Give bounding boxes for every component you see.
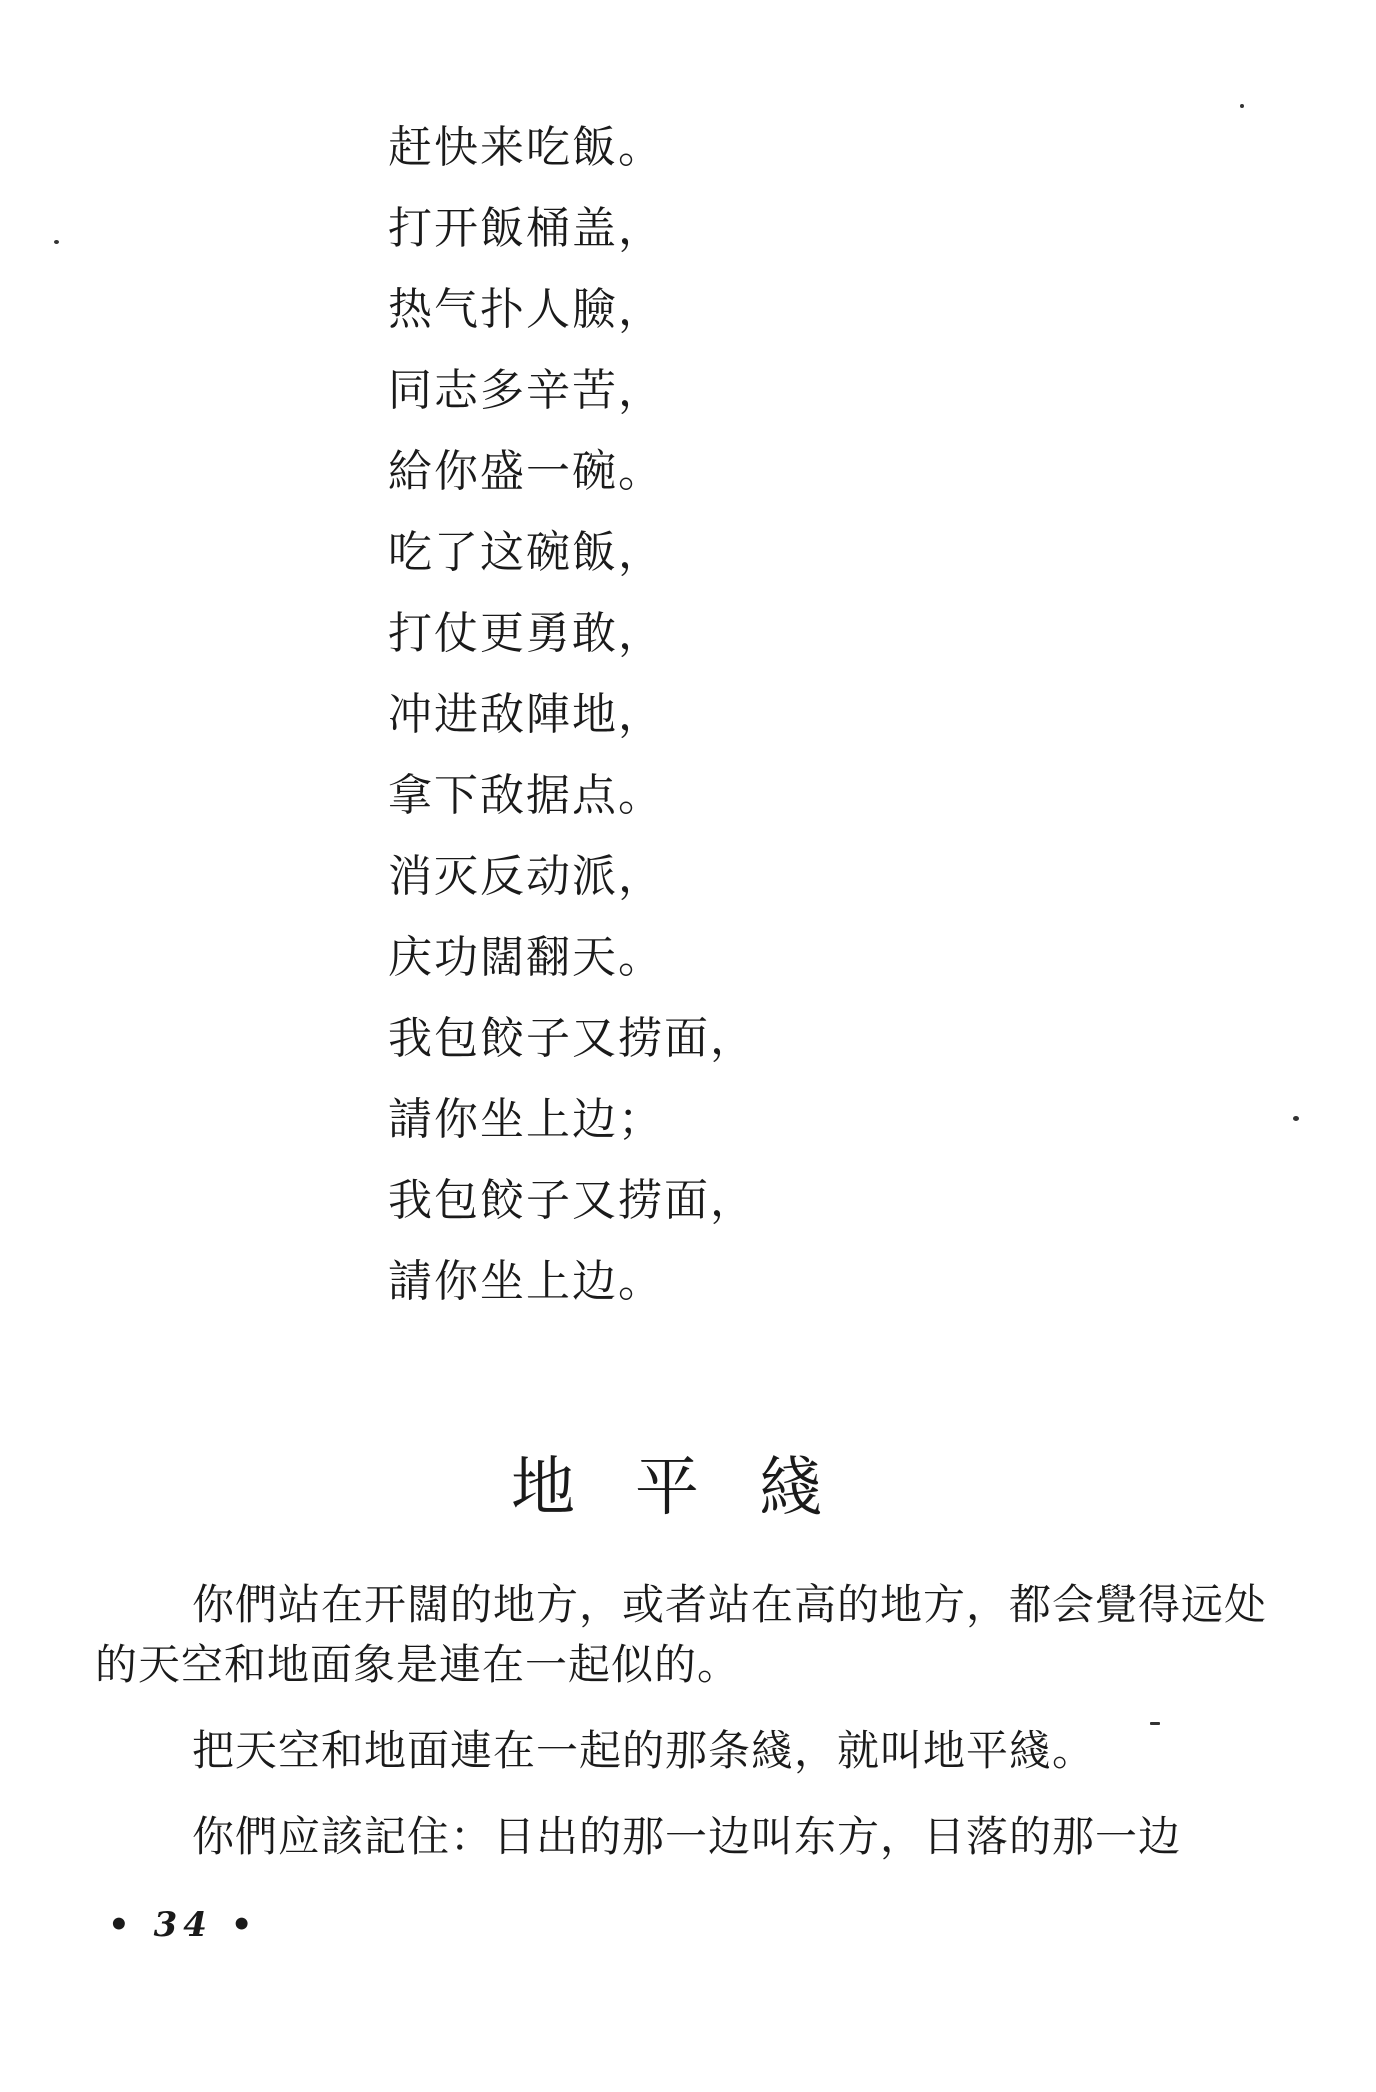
poem-line: 吃了这碗飯， bbox=[388, 527, 664, 578]
poem-line: 庆功闊翻天。 bbox=[388, 932, 664, 983]
paragraph: 把天空和地面連在一起的那条綫，就叫地平綫。 bbox=[192, 1726, 1096, 1775]
paragraph: 你們应該記住：日出的那一边叫东方，日落的那一边 bbox=[192, 1812, 1182, 1861]
scan-speck bbox=[1150, 1722, 1160, 1725]
poem-line: 打仗更勇敢， bbox=[388, 608, 664, 659]
poem-line: 消灭反动派， bbox=[388, 851, 664, 902]
poem-line: 冲进敌陣地， bbox=[388, 689, 664, 740]
poem-line: 我包餃子又捞面， bbox=[388, 1013, 756, 1064]
scan-speck bbox=[1293, 1116, 1299, 1121]
poem-line: 同志多辛苦， bbox=[388, 365, 664, 416]
poem bbox=[388, 118, 756, 1333]
paragraph: 你們站在开闊的地方，或者站在高的地方，都会覺得远处的天空和地面象是連在一起似的。 bbox=[95, 1580, 1268, 1689]
poem-line: 赶快来吃飯。 bbox=[388, 122, 664, 173]
poem-line: 热气扑人臉， bbox=[388, 284, 664, 335]
poem-line: 請你坐上边。 bbox=[388, 1256, 664, 1307]
poem-line: 請你坐上边； bbox=[388, 1094, 664, 1145]
body-text bbox=[95, 1575, 1290, 1893]
page-number: • 34 • bbox=[108, 1905, 259, 1945]
scan-speck bbox=[1240, 104, 1244, 108]
poem-line: 打开飯桶盖， bbox=[388, 203, 664, 254]
poem-line: 我包餃子又捞面， bbox=[388, 1175, 756, 1226]
poem-line: 拿下敌据点。 bbox=[388, 770, 664, 821]
section-title: 地平綫 bbox=[511, 1451, 883, 1525]
scan-speck bbox=[54, 240, 59, 244]
poem-line: 給你盛一碗。 bbox=[388, 446, 664, 497]
